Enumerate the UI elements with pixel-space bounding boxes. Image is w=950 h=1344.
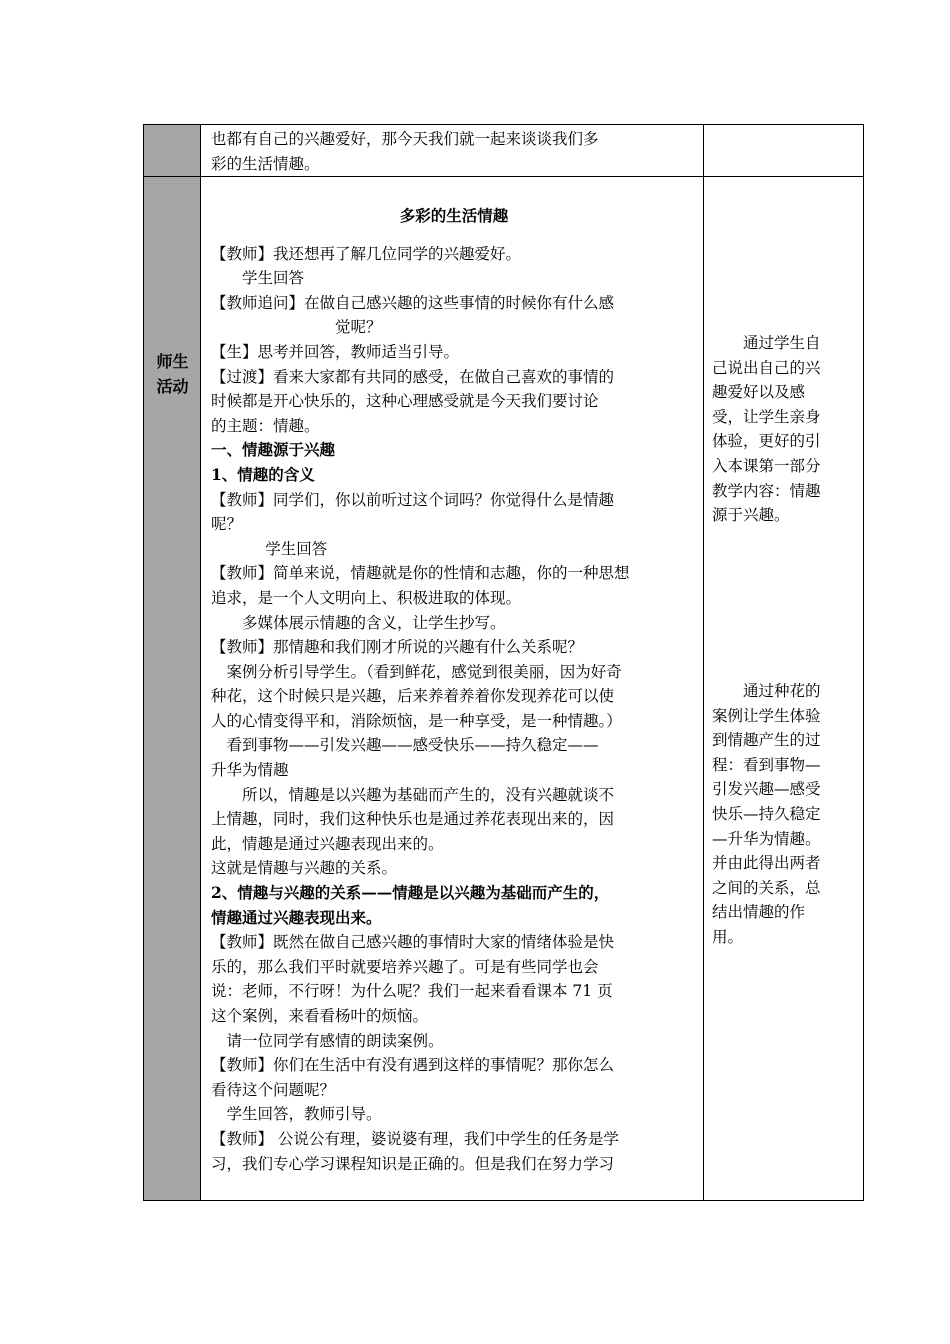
content-line: 这个案例，来看看杨叶的烦恼。	[211, 1007, 429, 1025]
note-line: 通过种花的	[743, 682, 821, 700]
note-line: 程：看到事物—	[712, 755, 821, 774]
content-line: 学生回答	[265, 539, 328, 558]
note-line: 源于兴趣。	[712, 506, 790, 525]
content-line: 追求，是一个人文明向上、积极进取的体现。	[211, 588, 522, 607]
content-line: 【教师】你们在生活中有没有遇到这样的事情呢？那你怎么	[211, 1056, 615, 1075]
content-line: 人的心情变得平和，消除烦恼，是一种享受，是一种情趣。）	[211, 711, 622, 730]
note-line: 己说出自己的兴	[712, 358, 821, 377]
content-line: 请一位同学有感情的朗读案例。	[226, 1031, 444, 1050]
content-line: 【过渡】看来大家都有共同的感受，在做自己喜欢的事情的	[211, 367, 615, 386]
notes-cell	[704, 125, 863, 176]
content-line: 【教师】简单来说，情趣就是你的性情和志趣，你的一种思想	[211, 564, 630, 583]
note-line: 案例让学生体验	[712, 706, 821, 725]
content-line: 觉呢？	[335, 318, 382, 337]
content-line: 案例分析引导学生。（看到鲜花，感觉到很美丽，因为好奇	[226, 662, 622, 681]
lesson-plan-table	[143, 124, 864, 1201]
content-line: 此，情趣是通过兴趣表现出来的。	[211, 834, 444, 853]
note-line: 教学内容：情趣	[712, 481, 821, 500]
content-line: 【教师追问】在做自己感兴趣的这些事情的时候你有什么感	[211, 293, 615, 312]
content-line: 看待这个问题呢？	[211, 1080, 336, 1099]
content-line: 习，我们专心学习课程知识是正确的。但是我们在努力学习	[211, 1154, 615, 1173]
content-line: 呢？	[211, 515, 243, 534]
content-line: 看到事物——引发兴趣——感受快乐——持久稳定——	[226, 736, 599, 755]
note-line: 受，让学生亲身	[712, 407, 821, 426]
content-line: 学生回答	[242, 269, 305, 288]
content-line: 升华为情趣	[211, 761, 289, 780]
label-cell	[144, 177, 201, 1200]
section-label: 师生 活动	[156, 352, 189, 396]
lesson-title: 多彩的生活情趣	[399, 206, 509, 225]
note-line: 快乐—持久稳定	[712, 804, 821, 823]
content-line: 1、情趣的含义	[211, 464, 315, 484]
content-lines	[211, 242, 697, 1177]
content-line: 情趣通过兴趣表现出来。	[211, 907, 382, 927]
content-line: 【生】思考并回答，教师适当引导。	[211, 342, 460, 361]
content-cell	[202, 177, 704, 1200]
note-line: 到情趣产生的过	[712, 731, 821, 750]
note-line: 趣爱好以及感	[712, 383, 806, 402]
content-line: 所以，情趣是以兴趣为基础而产生的，没有兴趣就谈不	[242, 785, 615, 804]
note-line: 引发兴趣—感受	[712, 780, 821, 799]
content-line: 【教师】那情趣和我们刚才所说的兴趣有什么关系呢？	[211, 638, 584, 657]
note-line: 结出情趣的作	[712, 903, 806, 922]
notes-cell	[704, 177, 863, 1200]
table-row	[144, 177, 863, 1200]
content-text	[211, 204, 697, 1176]
content-line: 【教师】同学们，你以前听过这个词吗？你觉得什么是情趣	[211, 490, 615, 509]
content-line: 这就是情趣与兴趣的关系。	[211, 859, 398, 878]
content-line: 【教师】 公说公有理，婆说婆有理，我们中学生的任务是学	[211, 1129, 619, 1148]
table-row	[144, 125, 863, 177]
note-line: 之间的关系，总	[712, 878, 821, 897]
content-line: 【教师】我还想再了解几位同学的兴趣爱好。	[211, 244, 522, 263]
content-line: 【教师】既然在做自己感兴趣的事情时大家的情绪体验是快	[211, 933, 615, 952]
content-line: 种花，这个时候只是兴趣，后来养着养着你发现养花可以使	[211, 687, 615, 706]
note-line: 通过学生自	[743, 334, 821, 352]
design-note-1	[712, 331, 855, 528]
note-line: 用。	[712, 927, 744, 946]
content-cell	[202, 125, 704, 176]
content-line: 时候都是开心快乐的，这种心理感受就是今天我们要讨论	[211, 392, 599, 411]
content-line: 多媒体展示情趣的含义，让学生抄写。	[242, 613, 506, 632]
content-line: 乐的，那么我们平时就要培养兴趣了。可是有些同学也会	[211, 957, 599, 976]
content-line: 学生回答，教师引导。	[226, 1105, 382, 1124]
label-cell	[144, 125, 201, 176]
content-text: 也都有自己的兴趣爱好，那今天我们就一起来谈谈我们多 彩的生活情趣。	[211, 130, 599, 173]
note-line: 并由此得出两者	[712, 854, 821, 873]
content-line: 上情趣，同时，我们这种快乐也是通过养花表现出来的，因	[211, 810, 615, 829]
content-line: 2、情趣与兴趣的关系——情趣是以兴趣为基础而产生的，	[211, 883, 610, 903]
note-line: 入本课第一部分	[712, 456, 821, 475]
content-line: 一、情趣源于兴趣	[211, 440, 336, 460]
design-note-2	[712, 679, 855, 950]
note-line: 体验，更好的引	[712, 432, 821, 451]
content-line: 的主题：情趣。	[211, 416, 320, 435]
content-line: 说：老师，不行呀！为什么呢？我们一起来看看课本 71 页	[211, 982, 613, 1001]
note-line: —升华为情趣。	[712, 829, 821, 848]
